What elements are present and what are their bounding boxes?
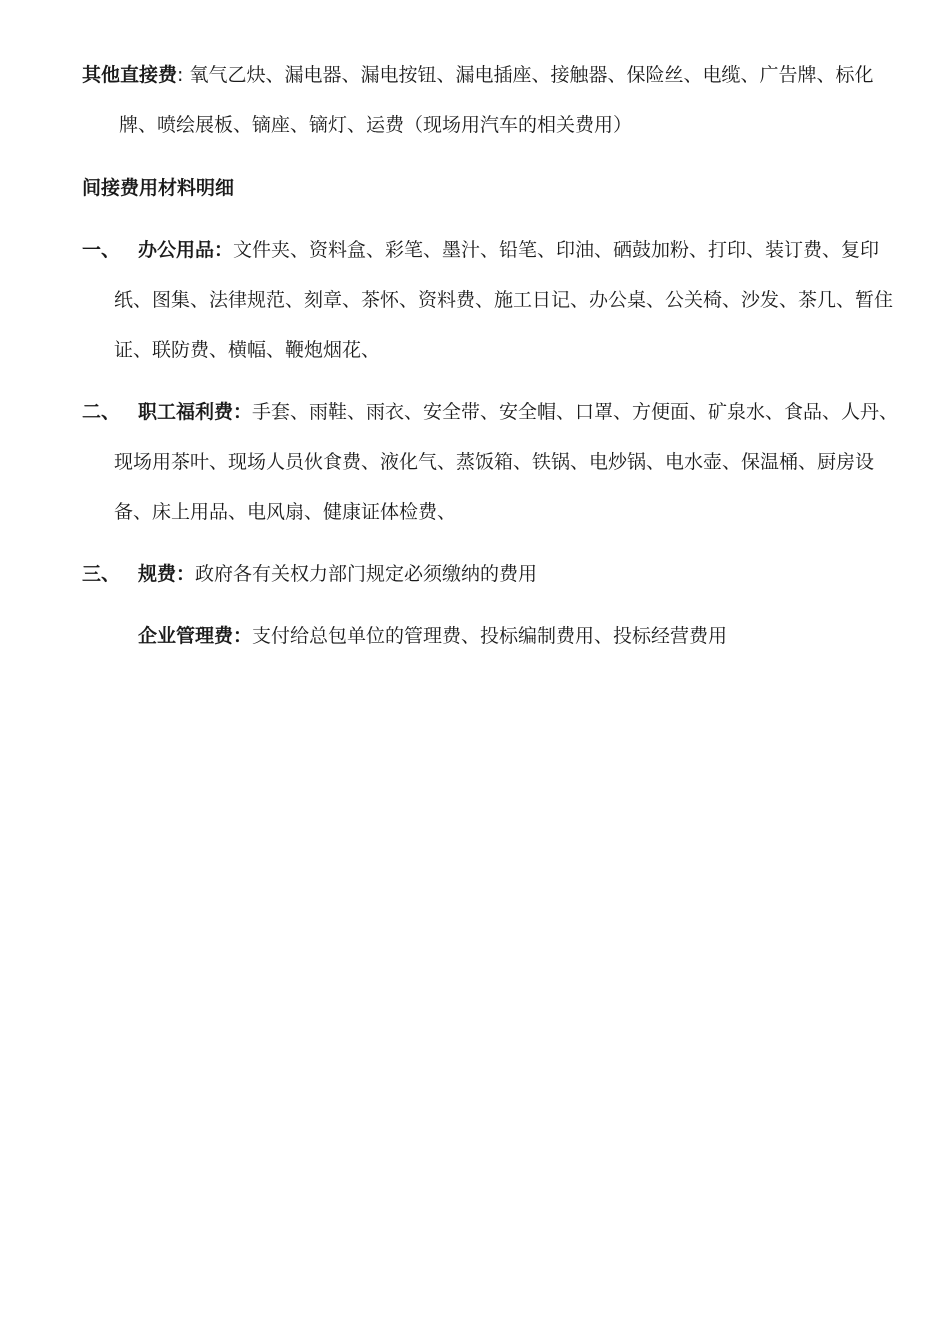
management-fee-text: 支付给总包单位的管理费、投标编制费用、投标经营费用 <box>252 625 728 647</box>
welfare-label: 职工福利费： <box>138 401 253 423</box>
welfare-paragraph <box>82 387 904 537</box>
management-fee-label: 企业管理费： <box>138 625 253 647</box>
regulatory-fees-paragraph <box>82 549 904 599</box>
direct-costs-separator: : <box>177 64 184 86</box>
item-number: 二、 <box>82 401 121 423</box>
regulatory-fees-text: 政府各有关权力部门规定必须缴纳的费用 <box>195 563 538 585</box>
section-title: 间接费用材料明细 <box>82 177 235 199</box>
direct-costs-text: 氧气乙炔、漏电器、漏电按钮、漏电插座、接触器、保险丝、电缆、广告牌、标化牌、喷绘展板、镝座、镝灯、运费（现场用汽车的相关费用） <box>119 64 874 136</box>
item-number: 一、 <box>82 239 121 261</box>
direct-costs-paragraph <box>82 50 909 150</box>
management-fee-paragraph <box>138 611 872 661</box>
welfare-text: 手套、雨鞋、雨衣、安全带、安全帽、口罩、方便面、矿泉水、食品、人丹、现场用茶叶、现场人员伙食费、液化气、蒸饭箱、铁锅、电炒锅、电水壶、保温桶、厨房设备、床上用品、电风扇、健康证体检费、 <box>114 401 899 523</box>
office-supplies-text: 文件夹、资料盒、彩笔、墨汁、铅笔、印油、硒鼓加粉、打印、装订费、复印纸、图集、法律规范、刻章、茶怀、资料费、施工日记、办公桌、公关椅、沙发、茶几、暂住证、联防费、横幅、鞭炮烟花、 <box>114 239 894 361</box>
regulatory-fees-label: 规费： <box>138 563 196 585</box>
office-supplies-label: 办公用品： <box>138 239 234 261</box>
direct-costs-label: 其他直接费 <box>82 64 178 86</box>
office-supplies-paragraph <box>82 225 904 375</box>
item-number: 三、 <box>82 563 121 585</box>
